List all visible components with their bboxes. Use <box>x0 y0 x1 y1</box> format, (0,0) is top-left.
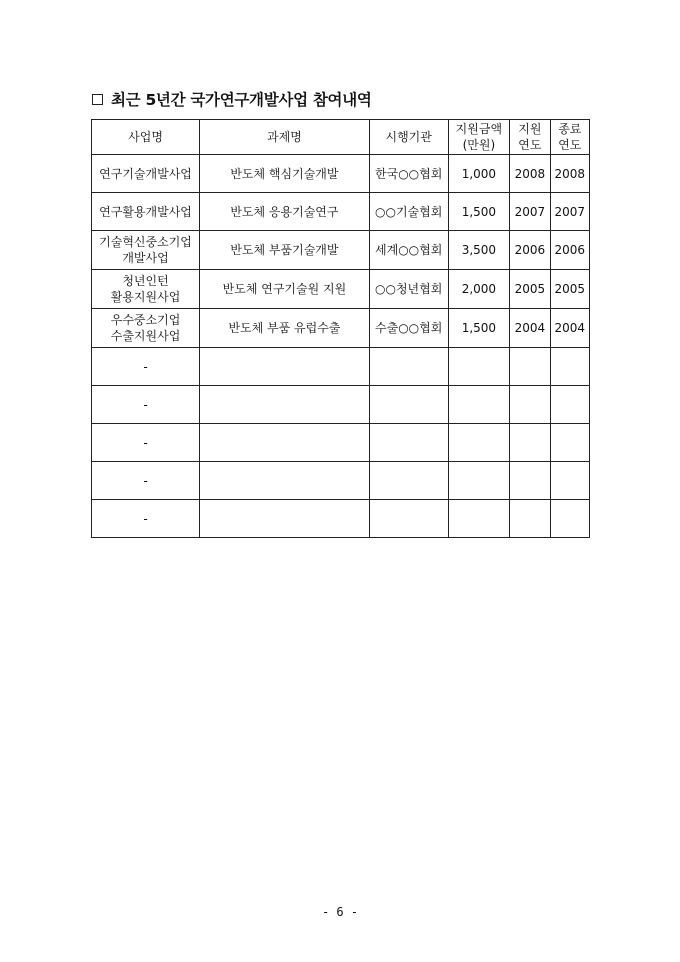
cell-end-year: 2004 <box>550 309 589 348</box>
cell-placeholder-dash: - <box>92 348 200 386</box>
cell-amount: 1,500 <box>448 193 510 231</box>
table-row <box>92 309 590 348</box>
cell-project: 반도체 부품기술개발 <box>200 231 370 270</box>
cell-placeholder-dash: - <box>92 462 200 500</box>
cell-business: 연구기술개발사업 <box>92 155 200 193</box>
cell-project: 반도체 연구기술원 지원 <box>200 270 370 309</box>
header-support-year: 지원 연도 <box>510 120 550 155</box>
cell-support-year: 2007 <box>510 193 550 231</box>
cell-end-year: 2005 <box>550 270 589 309</box>
cell-support-year: 2008 <box>510 155 550 193</box>
participation-table <box>91 119 590 538</box>
cell-business: 청년인턴 활용지원사업 <box>92 270 200 309</box>
cell-project: 반도체 응용기술연구 <box>200 193 370 231</box>
cell-placeholder-dash: - <box>92 500 200 538</box>
header-end-year: 종료 연도 <box>550 120 589 155</box>
table-row <box>92 270 590 309</box>
table-row <box>92 193 590 231</box>
table-row <box>92 231 590 270</box>
section-title-text: 최근 5년간 국가연구개발사업 참여내역 <box>111 91 372 109</box>
cell-agency: 수출○○협회 <box>369 309 448 348</box>
empty-row <box>92 424 590 462</box>
cell-support-year: 2006 <box>510 231 550 270</box>
header-business: 사업명 <box>92 120 200 155</box>
empty-row <box>92 348 590 386</box>
checkbox-icon <box>92 94 103 105</box>
cell-project: 반도체 핵심기술개발 <box>200 155 370 193</box>
cell-project: 반도체 부품 유럽수출 <box>200 309 370 348</box>
empty-row <box>92 500 590 538</box>
cell-business: 연구활용개발사업 <box>92 193 200 231</box>
cell-end-year: 2008 <box>550 155 589 193</box>
cell-agency: ○○청년협회 <box>369 270 448 309</box>
cell-end-year: 2007 <box>550 193 589 231</box>
table-row <box>92 155 590 193</box>
cell-support-year: 2005 <box>510 270 550 309</box>
cell-agency: ○○기술협회 <box>369 193 448 231</box>
cell-agency: 한국○○협회 <box>369 155 448 193</box>
header-project: 과제명 <box>200 120 370 155</box>
cell-agency: 세계○○협회 <box>369 231 448 270</box>
cell-amount: 2,000 <box>448 270 510 309</box>
cell-support-year: 2004 <box>510 309 550 348</box>
page-number: - 6 - <box>321 905 359 919</box>
cell-placeholder-dash: - <box>92 424 200 462</box>
cell-end-year: 2006 <box>550 231 589 270</box>
empty-row <box>92 462 590 500</box>
cell-placeholder-dash: - <box>92 386 200 424</box>
header-agency: 시행기관 <box>369 120 448 155</box>
empty-row <box>92 386 590 424</box>
cell-business: 기술혁신중소기업 개발사업 <box>92 231 200 270</box>
cell-amount: 1,500 <box>448 309 510 348</box>
section-title <box>92 88 372 110</box>
table-header-row <box>92 120 590 155</box>
header-amount: 지원금액 (만원) <box>448 120 510 155</box>
cell-amount: 3,500 <box>448 231 510 270</box>
cell-business: 우수중소기업 수출지원사업 <box>92 309 200 348</box>
cell-amount: 1,000 <box>448 155 510 193</box>
